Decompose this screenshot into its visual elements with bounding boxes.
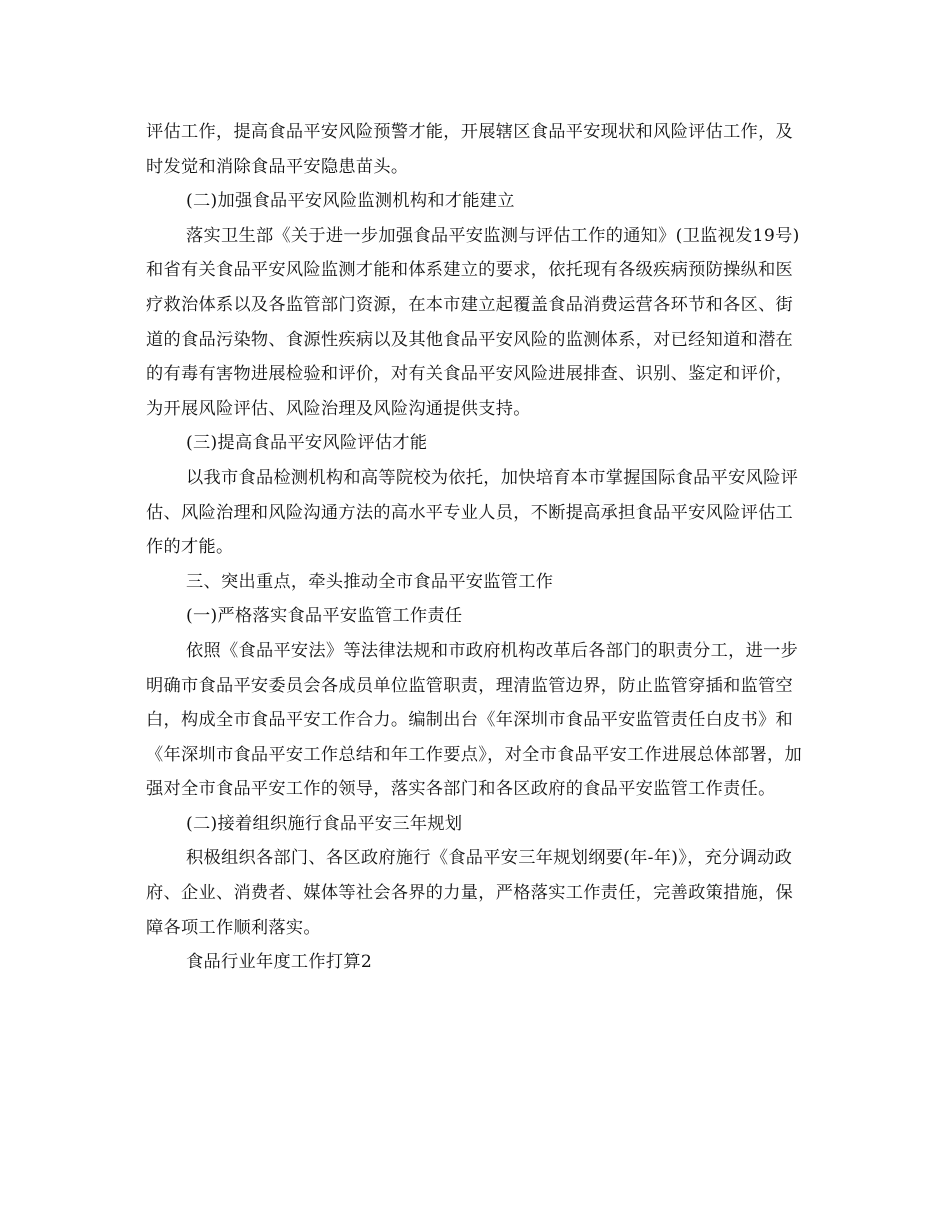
section-heading-2: (二)加强食品平安风险监测机构和才能建立	[186, 191, 515, 212]
document-title-2: 食品行业年度工作打算2	[186, 952, 373, 973]
section-heading-3: (三)提高食品平安风险评估才能	[186, 433, 428, 454]
section-heading-1: (一)严格落实食品平安监管工作责任	[186, 606, 463, 627]
paragraph: 积极组织各部门、各区政府施行《食品平安三年规划纲要(年-年)》，充分调动政府、企业、消费者、媒体等社会各界的力量，严格落实工作责任，完善政策措施，保障各项工作顺利落实。	[146, 848, 794, 938]
paragraph: 落实卫生部《关于进一步加强食品平安监测与评估工作的通知》(卫监视发19号)和省有关食品平安风险监测才能和体系建立的要求，依托现有各级疾病预防操纵和医疗救治体系以及各监管部门资源，在本市建立起覆盖食品消费运营各环节和各区、街道的食品污染物、食源性疾病以及其他食品平安风险的监测体系，对已经知道和潜在的有毒有害物进展检验和评价，对有关食品平安风险进展排查、识别、鉴定和评价，为开展风险评估、风险治理及风险沟通提供支持。	[146, 225, 800, 419]
paragraph: 以我市食品检测机构和高等院校为依托，加快培育本市掌握国际食品平安风险评估、风险治理和风险沟通方法的高水平专业人员，不断提高承担食品平安风险评估工作的才能。	[146, 467, 799, 558]
document-body	[146, 115, 810, 980]
paragraph-continued: 评估工作，提高食品平安风险预警才能，开展辖区食品平安现状和风险评估工作，及时发觉和消除食品平安隐患苗头。	[146, 122, 794, 177]
paragraph: 依照《食品平安法》等法律法规和市政府机构改革后各部门的职责分工，进一步明确市食品平安委员会各成员单位监管职责，理清监管边界，防止监管穿插和监管空白，构成全市食品平安工作合力。编制出台《年深圳市食品平安监管责任白皮书》和《年深圳市食品平安工作总结和年工作要点》，对全市食品平安工作进展总体部署，加强对全市食品平安工作的领导，落实各部门和各区政府的食品平安监管工作责任。	[146, 640, 802, 800]
chapter-heading-3: 三、突出重点，牵头推动全市食品平安监管工作	[186, 571, 554, 592]
section-heading-2b: (二)接着组织施行食品平安三年规划	[186, 813, 463, 834]
